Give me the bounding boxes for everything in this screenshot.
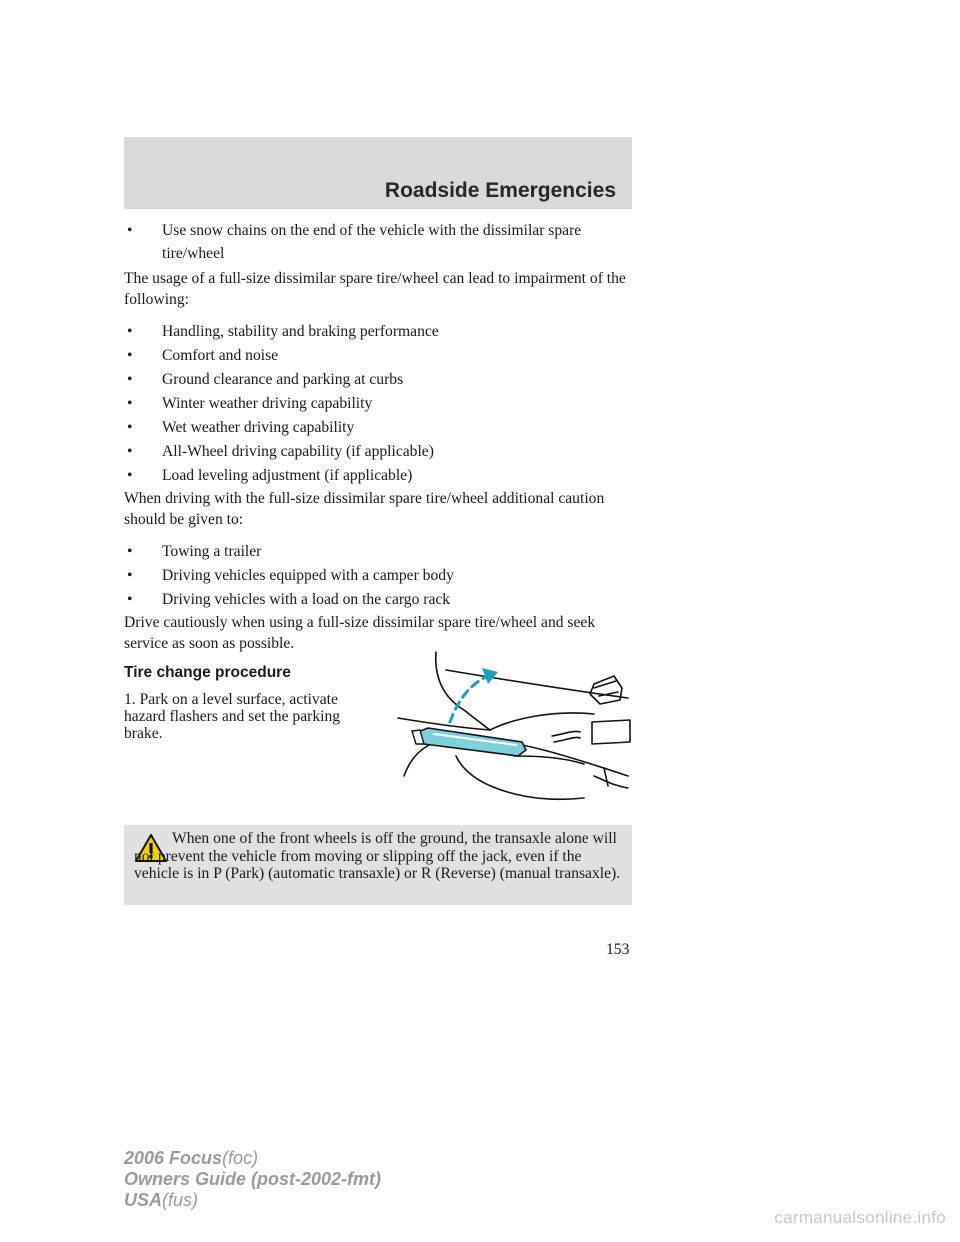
list-item-text: Wet weather driving capability	[162, 419, 355, 436]
list-item: • Driving vehicles equipped with a camper body	[127, 567, 454, 584]
footer-guide: Owners Guide (post-2002-fmt)	[124, 1169, 382, 1189]
step-text: 1. Park on a level surface, activate hazard flashers and set the parking brake.	[124, 691, 341, 742]
list-item: • All-Wheel driving capability (if applicable)	[127, 443, 434, 460]
list-item-text: Towing a trailer	[162, 543, 262, 560]
list-item-text: All-Wheel driving capability (if applicable)	[162, 443, 434, 460]
list-item: • Handling, stability and braking performance	[127, 323, 439, 340]
list-item-text: Driving vehicles equipped with a camper body	[162, 567, 454, 584]
footer-market-code: (fus)	[162, 1190, 199, 1210]
list-item-text: Driving vehicles with a load on the cargo rack	[162, 591, 451, 608]
list-item: • Use snow chains on the end of the vehicle with the dissimilar spare tire/wheel	[127, 222, 582, 262]
paragraph: When driving with the full-size dissimilar spare tire/wheel additional caution should be given to:	[124, 490, 605, 528]
header-band	[124, 137, 632, 209]
document-footer	[124, 1148, 381, 1211]
footer-model-code: (foc)	[222, 1148, 259, 1168]
list-item: • Ground clearance and parking at curbs	[127, 371, 404, 388]
list-item: • Winter weather driving capability	[127, 395, 373, 412]
list-item-text: Handling, stability and braking performance	[162, 323, 439, 340]
list-item-text: Comfort and noise	[162, 347, 279, 364]
list-item-text: Load leveling adjustment (if applicable)	[162, 467, 413, 484]
paragraph: Drive cautiously when using a full-size dissimilar spare tire/wheel and seek service as soon as possible.	[124, 614, 596, 652]
warning-text: When one of the front wheels is off the ground, the transaxle alone will not prevent the vehicle from moving or slipping off the jack, even if the vehicle is in P (Park) (automatic transaxle) or R (Reverse) (manual transaxle).	[134, 830, 621, 882]
list-item: • Comfort and noise	[127, 347, 279, 364]
list-item: • Driving vehicles with a load on the cargo rack	[127, 591, 451, 608]
list-item: • Wet weather driving capability	[127, 419, 355, 436]
subheading: Tire change procedure	[124, 664, 291, 681]
warning-box	[124, 825, 632, 905]
list-item-text: Ground clearance and parking at curbs	[162, 371, 404, 388]
list-item: • Load leveling adjustment (if applicable)	[127, 467, 413, 484]
footer-market: USA	[124, 1190, 163, 1210]
parking-brake-illustration	[394, 648, 634, 810]
page-number: 153	[606, 941, 630, 958]
paragraph: The usage of a full-size dissimilar spare tire/wheel can lead to impairment of the following:	[124, 270, 626, 308]
list-item: • Towing a trailer	[127, 543, 262, 560]
section-title: Roadside Emergencies	[384, 179, 616, 202]
list-item-text: Winter weather driving capability	[162, 395, 373, 412]
list-item-text: Use snow chains on the end of the vehicle with the dissimilar spare tire/wheel	[162, 222, 582, 262]
footer-model: 2006 Focus	[124, 1148, 223, 1168]
watermark: carmanualsonline.info	[774, 1208, 946, 1227]
